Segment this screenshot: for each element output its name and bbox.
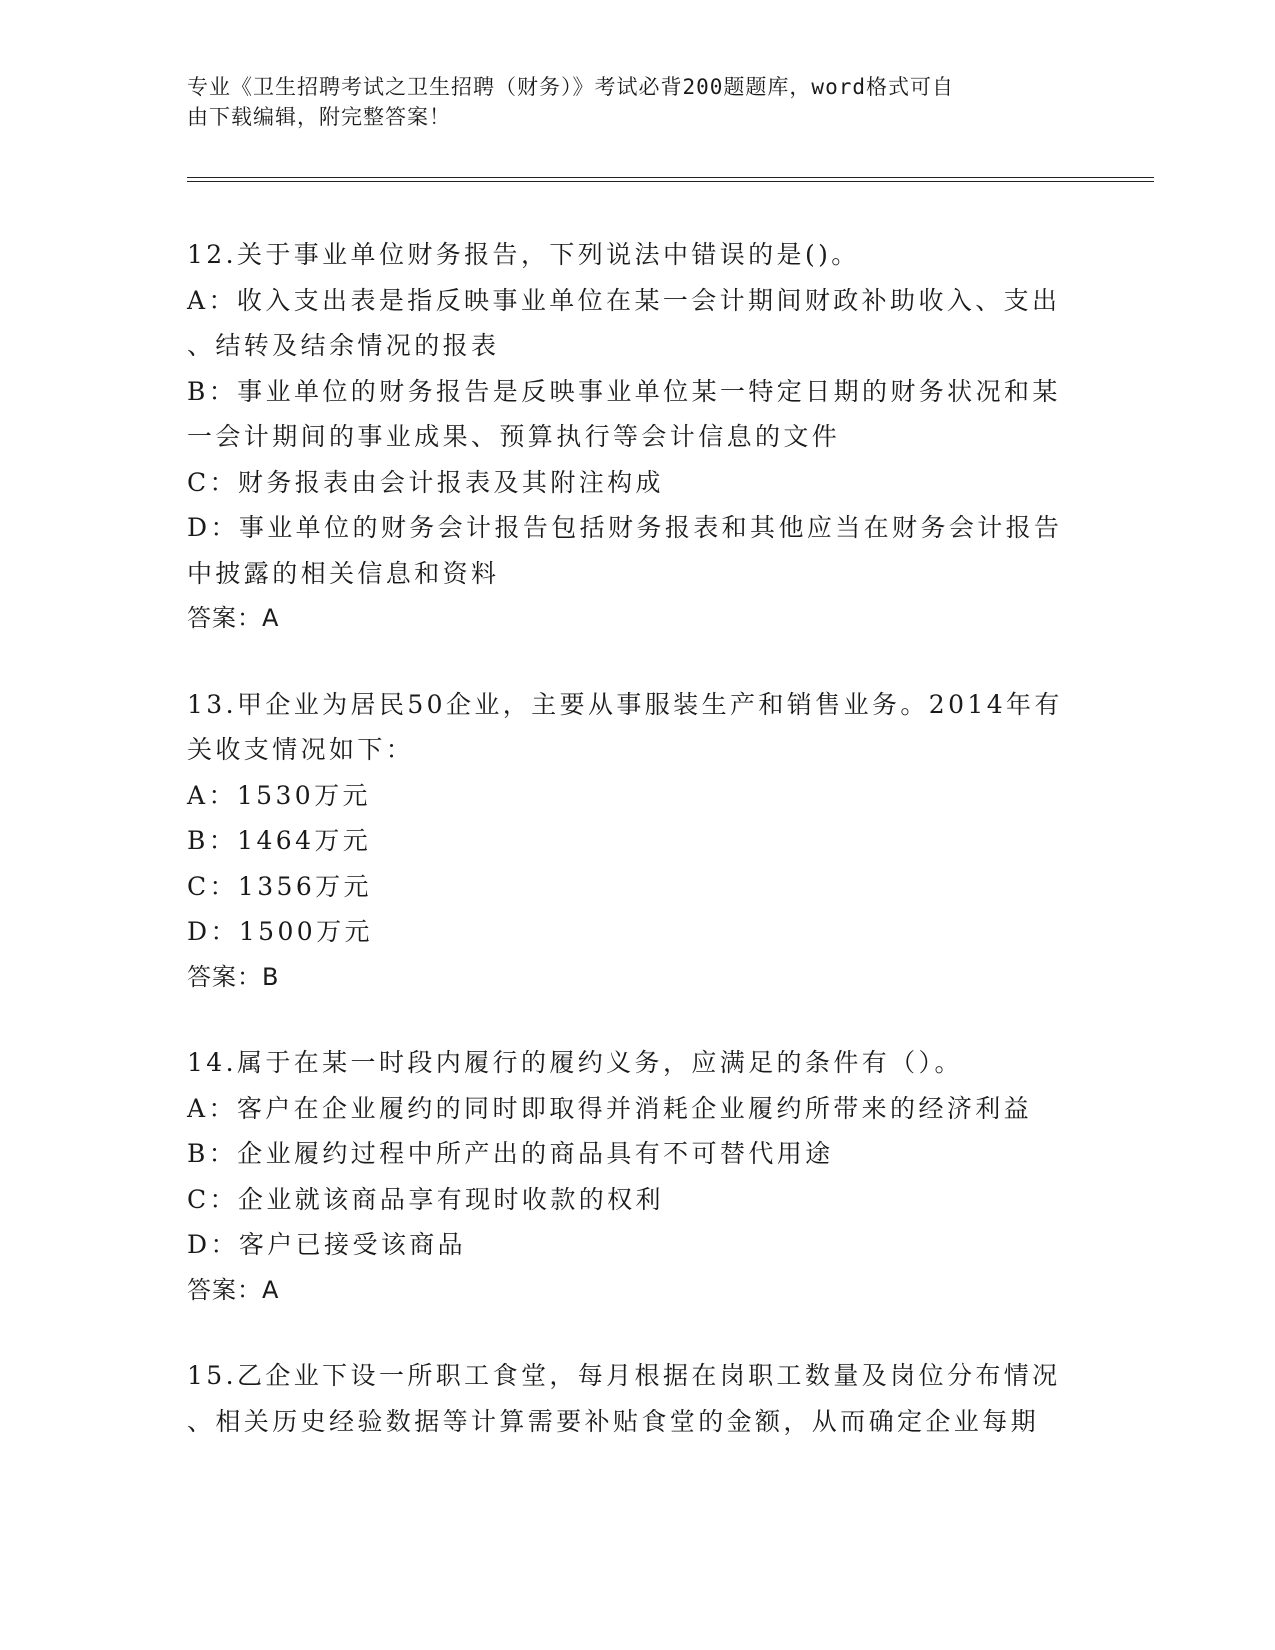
question-14 bbox=[187, 1040, 1087, 1313]
option-line: C：企业就该商品享有现时收款的权利 bbox=[187, 1184, 664, 1214]
question-15 bbox=[187, 1353, 1087, 1444]
option-line: D：事业单位的财务会计报告包括财务报表和其他应当在财务会计报告 bbox=[187, 513, 1063, 542]
option-line: D：客户已接受该商品 bbox=[187, 1230, 467, 1259]
option-line: 一会计期间的事业成果、预算执行等会计信息的文件 bbox=[187, 422, 841, 451]
option-line: 中披露的相关信息和资料 bbox=[187, 558, 500, 588]
option-line: A：客户在企业履约的同时即取得并消耗企业履约所带来的经济利益 bbox=[187, 1093, 1033, 1123]
option-line: C：1356万元 bbox=[187, 871, 372, 901]
header-line-2: 由下载编辑，附完整答案！ bbox=[187, 105, 451, 129]
header-line-1: 专业《卫生招聘考试之卫生招聘（财务）》考试必背200题题库，word格式可自 bbox=[187, 75, 954, 99]
answer-line: 答案：B bbox=[187, 962, 280, 991]
question-13 bbox=[187, 682, 1087, 1001]
header-divider-top bbox=[187, 177, 1154, 178]
option-line: 、结转及结余情况的报表 bbox=[187, 331, 500, 360]
option-line: A：1530万元 bbox=[187, 780, 371, 810]
option-line: A：收入支出表是指反映事业单位在某一会计期间财政补助收入、支出 bbox=[187, 285, 1061, 315]
option-line: B：事业单位的财务报告是反映事业单位某一特定日期的财务状况和某 bbox=[187, 376, 1061, 406]
question-line: 14.属于在某一时段内履行的履约义务，应满足的条件有（）。 bbox=[187, 1048, 963, 1077]
question-line: 、相关历史经验数据等计算需要补贴食堂的金额，从而确定企业每期 bbox=[187, 1406, 1040, 1436]
header-divider-bottom bbox=[187, 181, 1154, 182]
option-line: D：1500万元 bbox=[187, 917, 373, 946]
option-line: B：企业履约过程中所产出的商品具有不可替代用途 bbox=[187, 1139, 834, 1168]
option-line: C：财务报表由会计报表及其附注构成 bbox=[187, 467, 664, 497]
option-line: B：1464万元 bbox=[187, 826, 372, 855]
answer-line: 答案：A bbox=[187, 1275, 280, 1304]
question-list bbox=[187, 232, 1087, 1484]
question-line: 12.关于事业单位财务报告，下列说法中错误的是()。 bbox=[187, 240, 860, 269]
question-line: 关收支情况如下： bbox=[187, 735, 415, 764]
question-line: 13.甲企业为居民50企业，主要从事服装生产和销售业务。2014年有 bbox=[187, 689, 1063, 719]
question-12 bbox=[187, 232, 1087, 642]
answer-line: 答案：A bbox=[187, 604, 280, 632]
question-line: 15.乙企业下设一所职工食堂，每月根据在岗职工数量及岗位分布情况 bbox=[187, 1361, 1061, 1390]
document-header bbox=[187, 72, 1077, 132]
